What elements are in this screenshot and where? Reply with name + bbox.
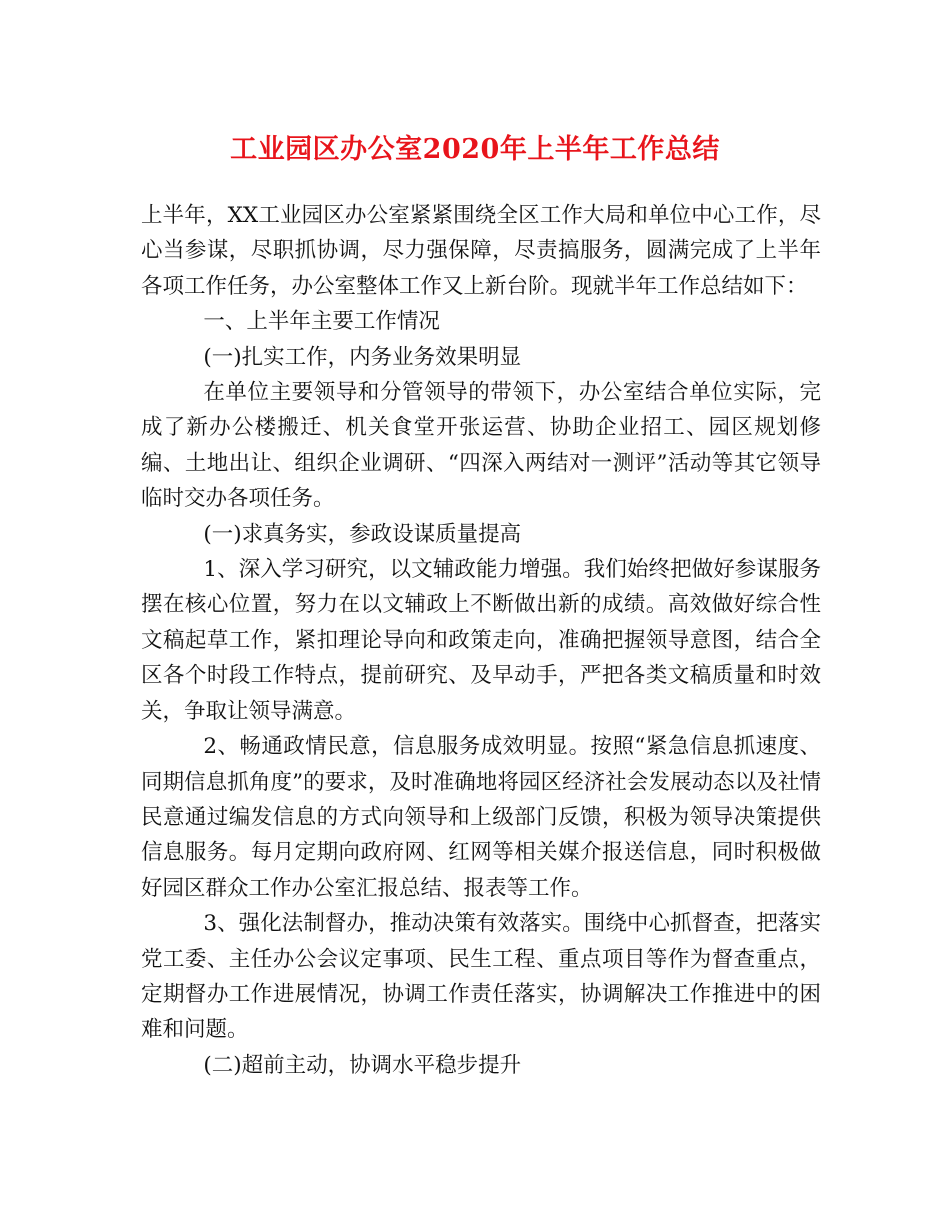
paragraph-internal-affairs: 在单位主要领导和分管领导的带领下，办公室结合单位实际，完成了新办公楼搬迁、机关食堂开张运营、协助企业招工、园区规划修编、土地出让、组织企业调研、“四深入两结对一测评”活动等其它领导临时交办各项任务。 bbox=[141, 380, 821, 512]
subsection-heading-2: (一)求真务实，参政设谋质量提高 bbox=[203, 521, 522, 547]
subsection-heading-1: (一)扎实工作，内务业务效果明显 bbox=[203, 344, 522, 370]
subsection-heading-3: (二)超前主动，协调水平稳步提升 bbox=[203, 1052, 522, 1078]
paragraph-intro: 上半年，XX工业园区办公室紧紧围绕全区工作大局和单位中心工作，尽心当参谋，尽职抓协调，尽力强保障，尽责搞服务，圆满完成了上半年各项工作任务，办公室整体工作又上新台阶。现就半年工作总结如下： bbox=[141, 203, 821, 299]
section-heading-1: 一、上半年主要工作情况 bbox=[203, 309, 440, 335]
paragraph-item-3: 3、强化法制督办，推动决策有效落实。围绕中心抓督查，把落实党工委、主任办公会议定事项、民生工程、重点项目等作为督查重点，定期督办工作进展情况，协调工作责任落实，协调解决工作推进中的困难和问题。 bbox=[141, 911, 821, 1043]
paragraph-item-1: 1、深入学习研究，以文辅政能力增强。我们始终把做好参谋服务摆在核心位置，努力在以文辅政上不断做出新的成绩。高效做好综合性文稿起草工作，紧扣理论导向和政策走向，准确把握领导意图，结合全区各个时段工作特点，提前研究、及早动手，严把各类文稿质量和时效关，争取让领导满意。 bbox=[141, 557, 821, 724]
paragraph-item-2: 2、畅通政情民意，信息服务成效明显。按照“紧急信息抓速度、同期信息抓角度”的要求，及时准确地将园区经济社会发展动态以及社情民意通过编发信息的方式向领导和上级部门反馈，积极为领导决策提供信息服务。每月定期向政府网、红网等相关媒介报送信息，同时积极做好园区群众工作办公室汇报总结、报表等工作。 bbox=[141, 734, 821, 901]
document-body bbox=[141, 198, 821, 1083]
document-title: 工业园区办公室2020年上半年工作总结 bbox=[230, 134, 720, 165]
